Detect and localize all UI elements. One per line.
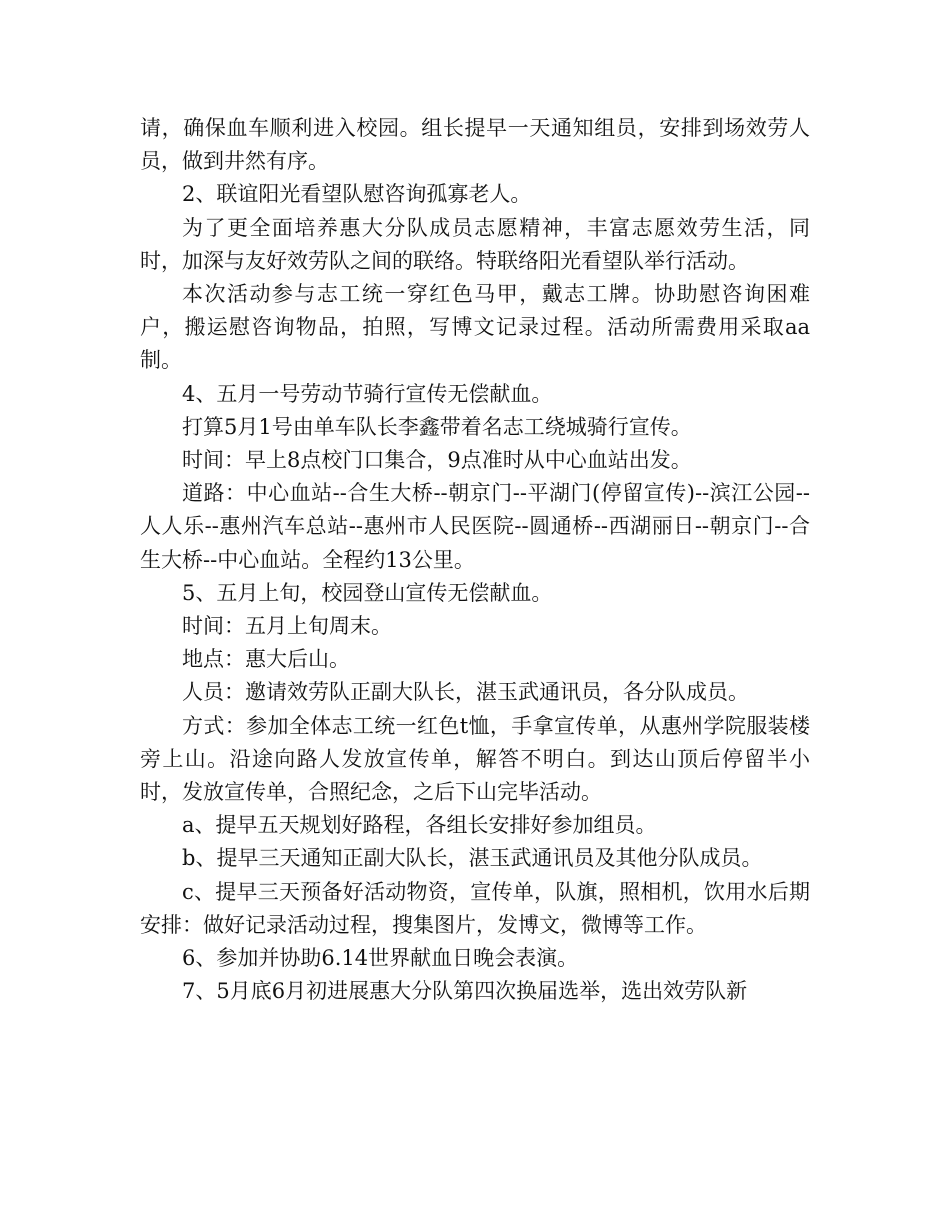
paragraph: b、提早三天通知正副大队长，湛玉武通讯员及其他分队成员。 (182, 846, 763, 871)
paragraph: 5、五月上旬，校园登山宣传无偿献血。 (182, 580, 553, 605)
paragraph: 请，确保血车顺利进入校园。组长提早一天通知组员，安排到场效劳人员，做到井然有序。 (140, 116, 810, 174)
paragraph: 时间：早上8点校门口集合，9点准时从中心血站出发。 (182, 448, 692, 473)
paragraph: 地点：惠大后山。 (182, 647, 350, 672)
paragraph: 7、5月底6月初进展惠大分队第四次换届选举，选出效劳队新 (182, 979, 748, 1004)
paragraph: c、提早三天预备好活动物资，宣传单，队旗，照相机，饮用水后期安排：做好记录活动过程，搜集图片，发博文，微博等工作。 (140, 879, 810, 937)
paragraph: 为了更全面培养惠大分队成员志愿精神，丰富志愿效劳生活，同时，加深与友好效劳队之间的联络。特联络阳光看望队举行活动。 (140, 215, 810, 273)
paragraph: 道路：中心血站--合生大桥--朝京门--平湖门(停留宣传)--滨江公园--人人乐--惠州汽车总站--惠州市人民医院--圆通桥--西湖丽日--朝京门--合生大桥--中心血站。全程约13公里。 (140, 481, 810, 572)
paragraph: 本次活动参与志工统一穿红色马甲，戴志工牌。协助慰咨询困难户，搬运慰咨询物品，拍照，写博文记录过程。活动所需费用采取aa制。 (140, 282, 810, 373)
paragraph: 2、联谊阳光看望队慰咨询孤寡老人。 (182, 182, 532, 207)
paragraph: 打算5月1号由单车队长李鑫带着名志工绕城骑行宣传。 (182, 414, 692, 439)
paragraph: 4、五月一号劳动节骑行宣传无偿献血。 (182, 381, 553, 406)
paragraph: 时间：五月上旬周末。 (182, 614, 392, 639)
paragraph: a、提早五天规划好路程，各组长安排好参加组员。 (182, 813, 657, 838)
paragraph: 6、参加并协助6.14世界献血日晚会表演。 (182, 946, 579, 971)
paragraph: 方式：参加全体志工统一红色t恤，手拿宣传单，从惠州学院服装楼旁上山。沿途向路人发放宣传单，解答不明白。到达山顶后停留半小时，发放宣传单，合照纪念，之后下山完毕活动。 (140, 713, 810, 805)
document-body (140, 112, 810, 1008)
paragraph: 人员：邀请效劳队正副大队长，湛玉武通讯员，各分队成员。 (182, 680, 749, 705)
